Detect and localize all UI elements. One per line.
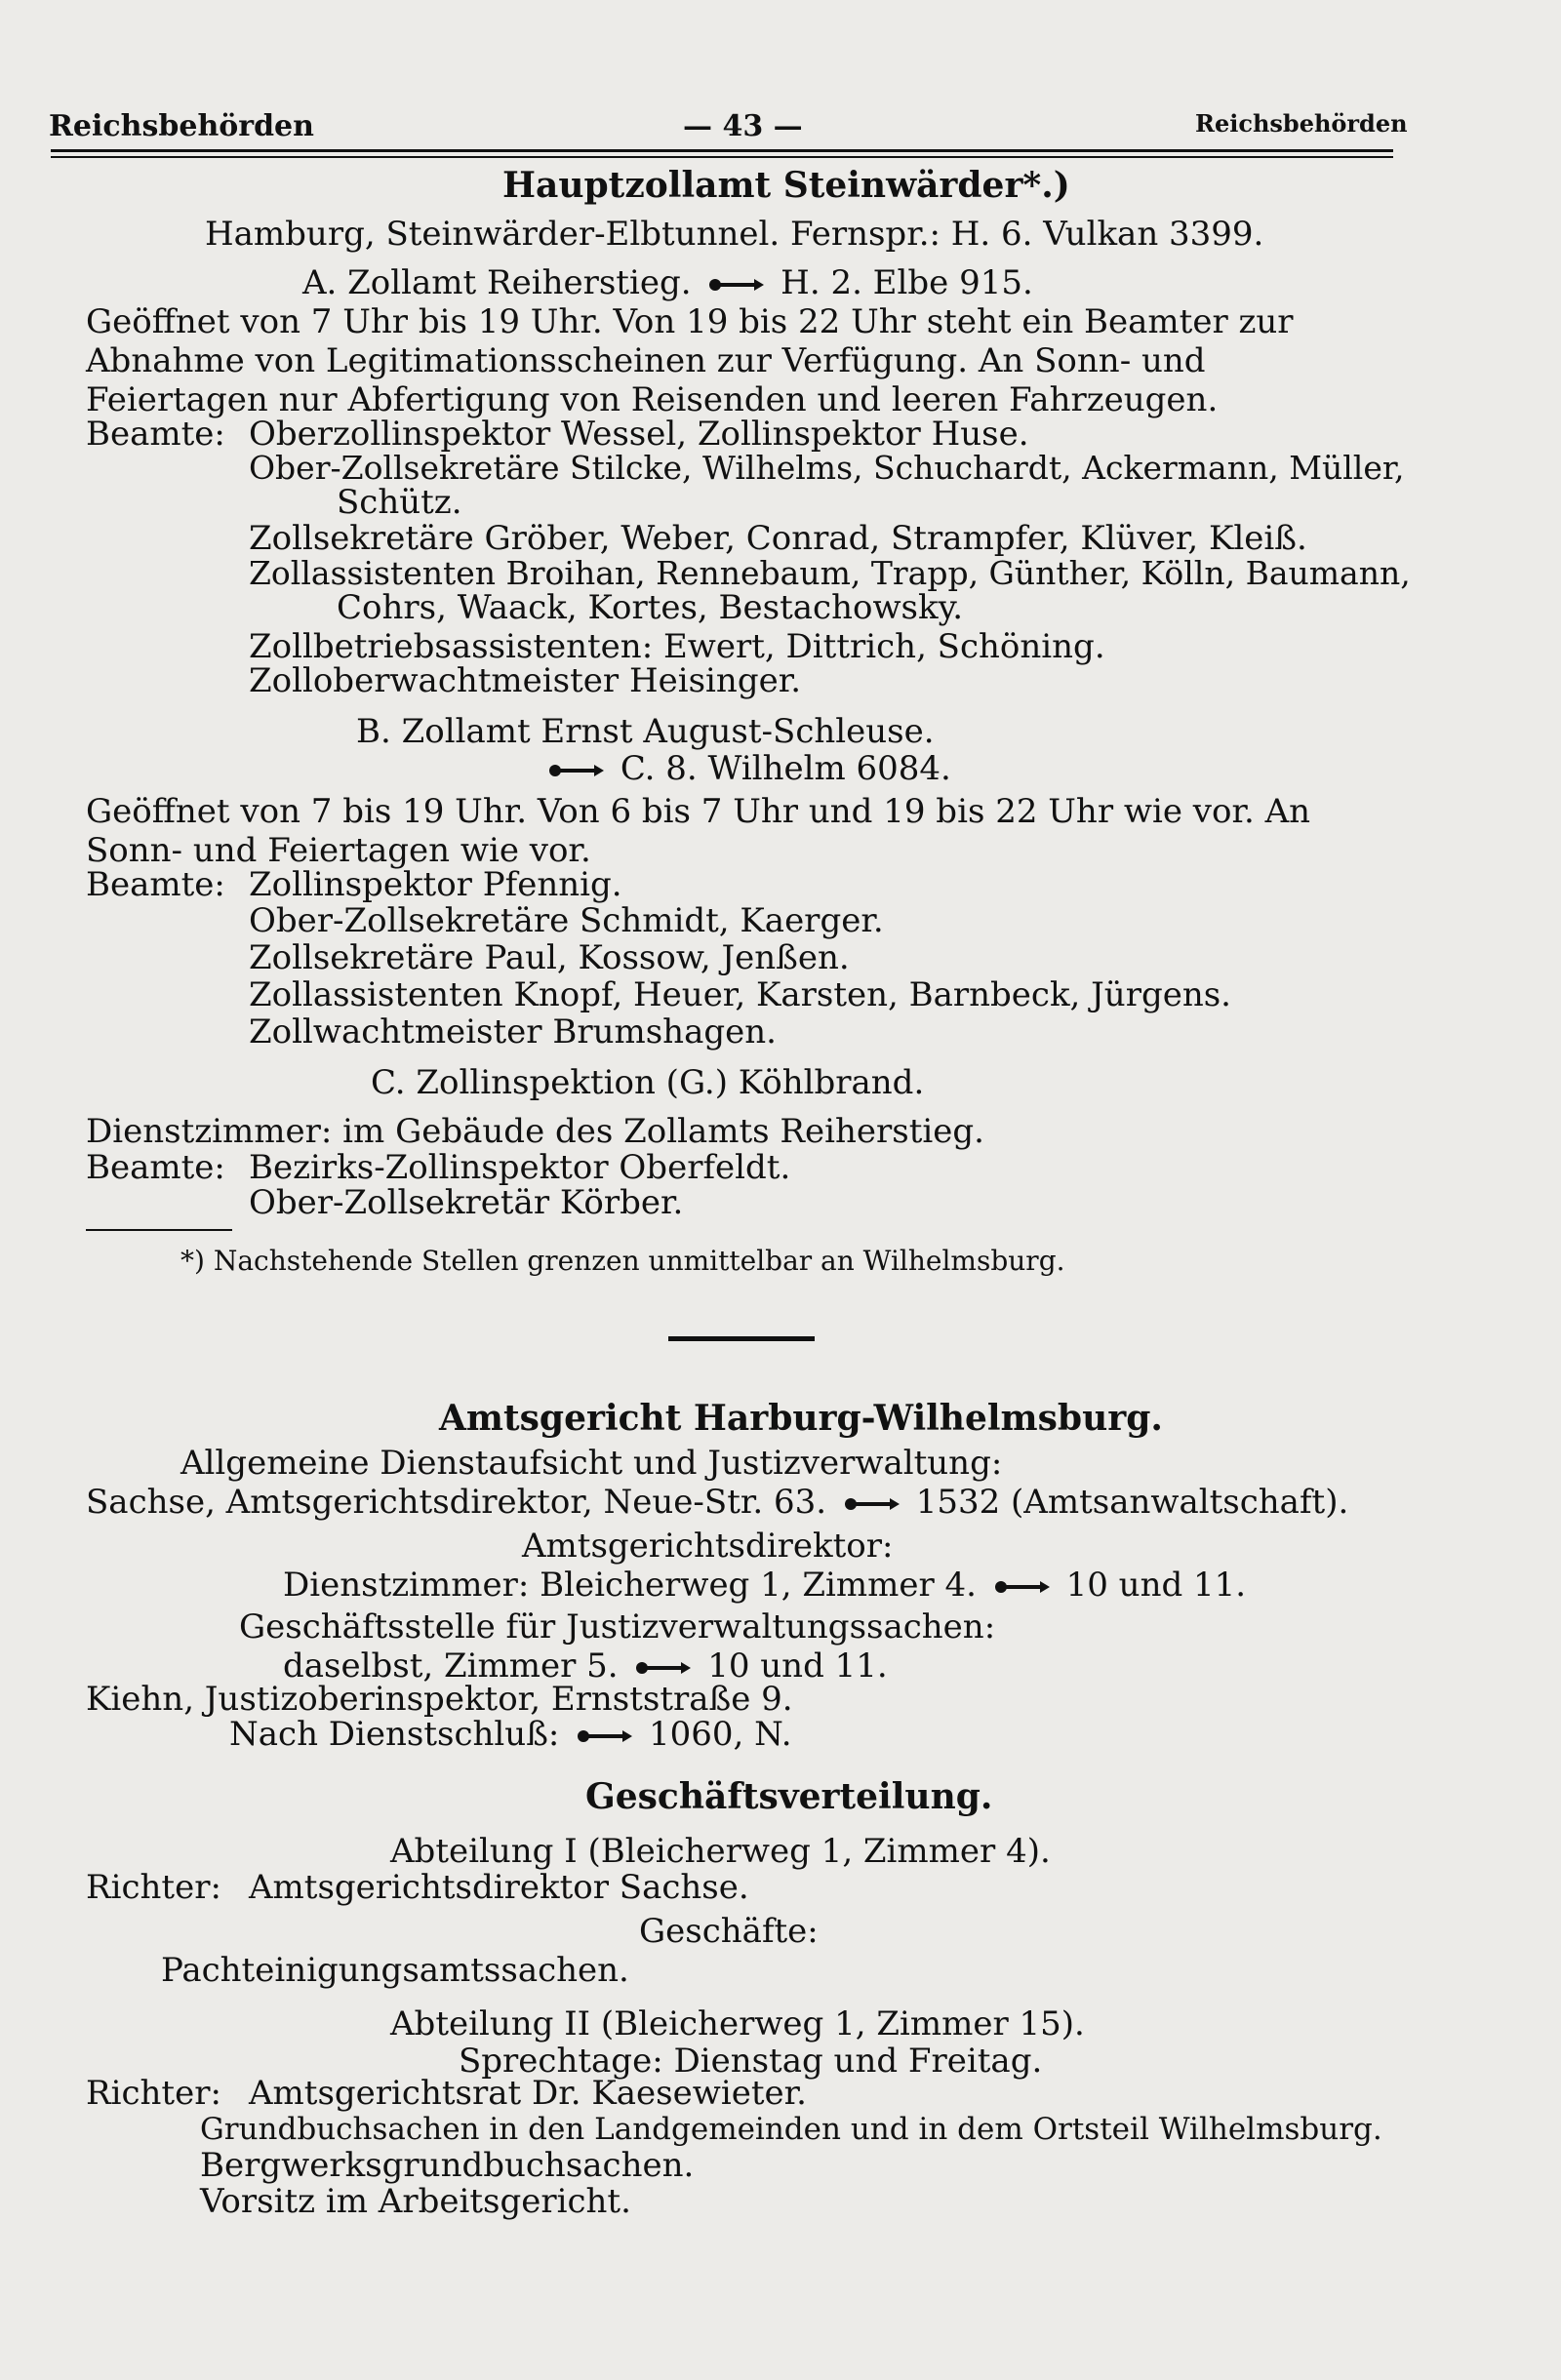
hza-a-hours-3: Feiertagen nur Abfertigung von Reisenden und leeren Fahrzeugen. [86,380,1219,419]
ag-dept-2-business-2: Bergwerksgrundbuchsachen. [200,2146,695,2185]
ag-title: Amtsgericht Harburg-Wilhelmsburg. [439,1398,1163,1439]
header-rule-top [51,149,1393,152]
hza-a-staff-4b: Cohrs, Waack, Kortes, Bestachowsky. [337,588,964,627]
hza-b-heading: B. Zollamt Ernst August-Schleuse. [356,712,935,751]
hza-c-staff-label: Beamte: [86,1148,225,1187]
ag-dept-1-business: Pachteinigungsamtssachen. [161,1951,629,1990]
hza-b-staff-label: Beamte: [86,865,225,904]
telephone-icon [707,278,764,292]
hza-b-hours-1: Geöffnet von 7 bis 19 Uhr. Von 6 bis 7 Uhr und 19 bis 22 Uhr wie vor. An [86,792,1311,831]
hza-a-heading [302,263,1033,302]
hza-a-staff-2b: Schütz. [337,483,462,522]
ag-supervision-text: Sachse, Amtsgerichtsdirektor, Neue-Str. 63. [86,1483,827,1522]
ag-director-line [283,1566,1246,1605]
ag-dept-1-judge: Amtsgerichtsdirektor Sachse. [249,1868,749,1907]
ag-dept-2-judge: Amtsgerichtsrat Dr. Kaesewieter. [249,2074,807,2113]
telephone-icon [576,1729,632,1743]
ag-dept-1-heading: Abteilung I (Bleicherweg 1, Zimmer 4). [390,1832,1051,1871]
header-rule-bottom [51,156,1393,158]
page-number: — 43 — [683,109,803,143]
ag-director-room: Dienstzimmer: Bleicherweg 1, Zimmer 4. [283,1566,977,1605]
ag-dept-2-office-hours: Sprechtage: Dienstag und Freitag. [459,2042,1043,2081]
footnote-rule [86,1229,232,1231]
ag-director-heading: Amtsgerichtsdirektor: [522,1527,894,1566]
hza-a-staff-3: Zollsekretäre Gröber, Weber, Conrad, Strampfer, Klüver, Kleiß. [249,519,1307,558]
hza-b-phone-line [541,749,951,788]
ag-dept-2-business-3: Vorsitz im Arbeitsgericht. [200,2182,631,2221]
ag-dept-2-business-1: Grundbuchsachen in den Landgemeinden und in dem Ortsteil Wilhelmsburg. [200,2112,1382,2147]
hza-address: Hamburg, Steinwärder-Elbtunnel. Fernspr.: H. 6. Vulkan 3399. [205,215,1264,254]
ag-office-room: daselbst, Zimmer 5. [283,1646,619,1686]
ag-kiehn: Kiehn, Justizoberinspektor, Ernststraße 9. [86,1680,793,1719]
hza-a-phone: H. 2. Elbe 915. [780,263,1033,302]
ag-supervision-line [86,1483,1348,1522]
telephone-icon [634,1661,691,1675]
hza-a-hours-2: Abnahme von Legitimationsscheinen zur Verfügung. An Sonn- und [86,341,1206,380]
ag-after-hours-phone: 1060, N. [648,1715,792,1754]
hza-a-staff-1: Oberzollinspektor Wessel, Zollinspektor Huse. [249,415,1029,454]
hza-c-staff-1: Bezirks-Zollinspektor Oberfeldt. [249,1148,791,1187]
hza-a-staff-2: Ober-Zollsekretäre Stilcke, Wilhelms, Schuchardt, Ackermann, Müller, [249,449,1405,487]
footnote: *) Nachstehende Stellen grenzen unmittelbar an Wilhelmsburg. [180,1245,1065,1277]
ag-director-phone: 10 und 11. [1065,1566,1247,1605]
hza-b-staff-2: Ober-Zollsekretäre Schmidt, Kaerger. [249,901,884,940]
ag-office-phone: 10 und 11. [707,1646,888,1686]
hza-a-staff-5: Zollbetriebsassistenten: Ewert, Dittrich, Schöning. [249,627,1105,666]
hza-a-hours-1: Geöffnet von 7 Uhr bis 19 Uhr. Von 19 bis 22 Uhr steht ein Beamter zur [86,302,1294,341]
telephone-icon [843,1497,900,1511]
running-head-left: Reichsbehörden [49,109,314,143]
hza-a-heading-text: A. Zollamt Reiherstieg. [302,263,692,302]
hza-a-staff-6: Zolloberwachtmeister Heisinger. [249,661,802,700]
hza-a-staff-4: Zollassistenten Broihan, Rennebaum, Trapp, Günther, Kölln, Baumann, [249,554,1411,592]
ag-office-heading: Geschäftsstelle für Justizverwaltungssachen: [239,1607,996,1646]
hza-c-staff-2: Ober-Zollsekretär Körber. [249,1183,684,1222]
ag-business-heading: Geschäfte: [639,1912,819,1951]
section-divider [668,1336,815,1341]
hza-b-phone: C. 8. Wilhelm 6084. [620,749,951,788]
hza-title: Hauptzollamt Steinwärder*.) [502,165,1070,206]
ag-after-hours-label: Nach Dienstschluß: [229,1715,560,1754]
hza-b-staff-4: Zollassistenten Knopf, Heuer, Karsten, Barnbeck, Jürgens. [249,975,1231,1014]
telephone-icon [993,1580,1050,1594]
hza-b-hours-2: Sonn- und Feiertagen wie vor. [86,831,591,870]
ag-supervision-heading: Allgemeine Dienstaufsicht und Justizverwaltung: [180,1444,1003,1483]
hza-b-staff-1: Zollinspektor Pfennig. [249,865,622,904]
hza-b-staff-5: Zollwachtmeister Brumshagen. [249,1012,777,1051]
hza-a-staff-label: Beamte: [86,415,225,454]
hza-b-staff-3: Zollsekretäre Paul, Kossow, Jenßen. [249,938,850,977]
ag-dept-2-heading: Abteilung II (Bleicherweg 1, Zimmer 15). [390,2004,1085,2043]
hza-c-room: Dienstzimmer: im Gebäude des Zollamts Reiherstieg. [86,1112,984,1151]
ag-after-hours-line [229,1715,792,1754]
hza-c-heading: C. Zollinspektion (G.) Köhlbrand. [371,1063,925,1102]
ag-distribution-title: Geschäftsverteilung. [585,1776,993,1817]
ag-supervision-phone: 1532 (Amtsanwaltschaft). [915,1483,1349,1522]
ag-dept-2-judge-label: Richter: [86,2074,221,2113]
running-head-right: Reichsbehörden [1195,109,1408,138]
telephone-icon [547,764,604,777]
ag-dept-1-judge-label: Richter: [86,1868,221,1907]
